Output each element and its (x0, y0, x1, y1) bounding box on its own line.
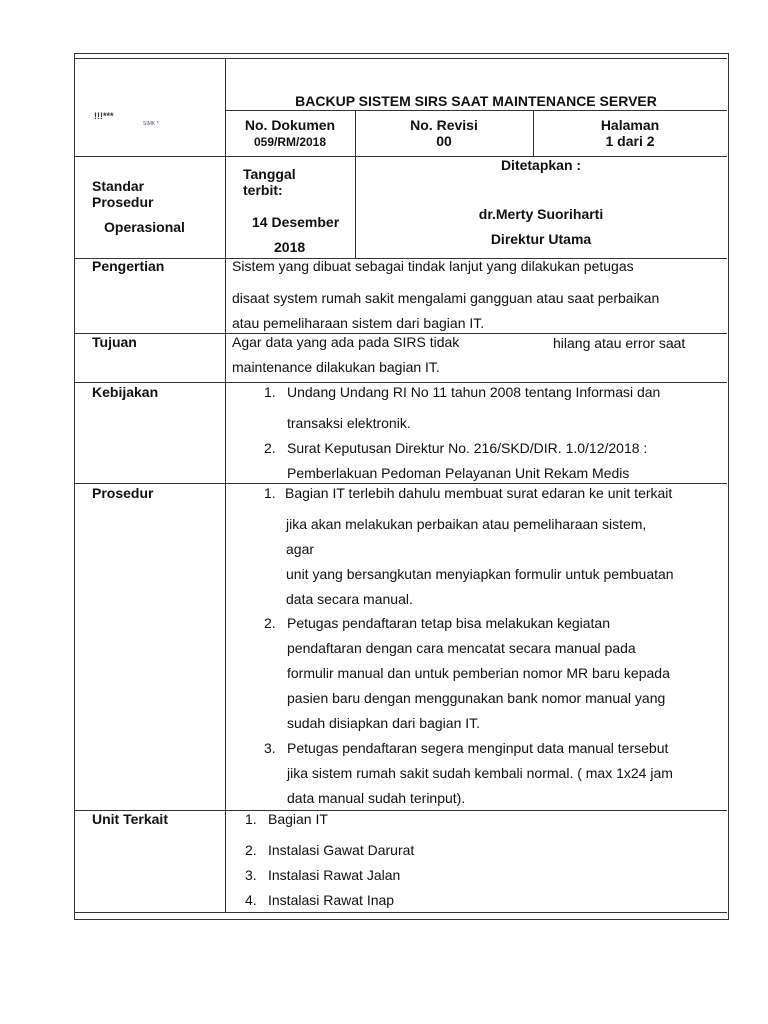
kebijakan-item-line: Surat Keputusan Direktur No. 216/SKD/DIR. 1.0/12/2018 : (287, 440, 648, 456)
unit-terkait-label: Unit Terkait (92, 811, 168, 827)
tujuan-line: Agar data yang ada pada SIRS tidak (232, 334, 460, 350)
unit-item-number: 3. (245, 867, 257, 883)
kebijakan-item-number: 2. (264, 440, 276, 456)
unit-bottom-rule (74, 912, 727, 913)
prosedur-item-line: formulir manual dan untuk pemberian nomor MR baru kepada (287, 665, 670, 681)
prosedur-item-line: Bagian IT terlebih dahulu membuat surat edaran ke unit terkait (285, 485, 673, 501)
prosedur-row-rule (74, 810, 727, 811)
title-row-rule (225, 110, 727, 111)
prosedur-item-line: data secara manual. (286, 591, 413, 607)
unit-item-text: Instalasi Rawat Inap (268, 892, 395, 908)
no-revisi-value: 00 (436, 133, 452, 149)
prosedur-item-number: 2. (264, 615, 276, 631)
pengertian-line: disaat system rumah sakit mengalami gangguan atau saat perbaikan (232, 290, 660, 306)
unit-item-number: 1. (245, 811, 257, 827)
kebijakan-item-line: Pemberlakuan Pedoman Pelayanan Unit Rekam Medis (287, 465, 630, 481)
kebijakan-item-number: 1. (264, 384, 276, 400)
tujuan-label: Tujuan (92, 334, 137, 350)
prosedur-item-line: jika sistem rumah sakit sudah kembali normal. ( max 1x24 jam (287, 765, 673, 781)
unit-item-text: Bagian IT (268, 811, 328, 827)
prosedur-item-line: pendaftaran dengan cara mencatat secara manual pada (287, 640, 636, 656)
pengertian-label: Pengertian (92, 258, 165, 274)
no-revisi-label: No. Revisi (410, 117, 478, 133)
prosedur-item-line: unit yang bersangkutan menyiapkan formulir untuk pembuatan (286, 566, 674, 582)
unit-item-number: 2. (245, 842, 257, 858)
kebijakan-item-line: Undang Undang RI No 11 tahun 2008 tentang Informasi dan (287, 384, 661, 400)
tanggal-terbit-year: 2018 (274, 239, 306, 255)
prosedur-item-line: pasien baru dengan menggunakan bank nomor manual yang (287, 690, 666, 706)
label-column-divider (225, 58, 226, 912)
signer-name: dr.Merty Suoriharti (478, 206, 604, 222)
sop-label-operasional: Operasional (104, 219, 185, 235)
sop-label-prosedur: Prosedur (92, 194, 154, 210)
prosedur-item-line: Petugas pendaftaran tetap bisa melakukan kegiatan (287, 615, 611, 631)
prosedur-item-line: sudah disiapkan dari bagian IT. (287, 715, 481, 731)
tanggal-terbit-label: Tanggal (243, 166, 296, 182)
kebijakan-item-line: transaksi elektronik. (287, 415, 411, 431)
unit-item-number: 4. (245, 892, 257, 908)
prosedur-item-line: agar (286, 541, 315, 557)
tujuan-line-continued: hilang atau error saat (553, 335, 686, 351)
tanggal-terbit-value: 14 Desember (252, 214, 340, 230)
halaman-value: 1 dari 2 (605, 133, 655, 149)
kebijakan-label: Kebijakan (92, 384, 159, 400)
prosedur-item-number: 3. (264, 740, 276, 756)
prosedur-item-number: 1. (264, 485, 276, 501)
frame-inner-top-rule (74, 58, 727, 59)
document-title: BACKUP SISTEM SIRS SAAT MAINTENANCE SERVER (295, 93, 657, 109)
unit-item-text: Instalasi Gawat Darurat (268, 842, 415, 858)
ditetapkan-label: Ditetapkan : (500, 157, 582, 173)
tanggal-terbit-label-2: terbit: (243, 182, 283, 198)
halaman-label: Halaman (600, 117, 660, 133)
kebijakan-row-rule (74, 483, 727, 484)
signer-title: Direktur Utama (490, 231, 592, 247)
prosedur-item-line: jika akan melakukan perbaikan atau pemeliharaan sistem, (286, 516, 647, 532)
logo-text: !!!*** (94, 111, 114, 121)
no-dokumen-label: No. Dokumen (244, 117, 336, 133)
pengertian-line: atau pemeliharaan sistem dari bagian IT. (232, 315, 485, 331)
logo-subtext: SIMK * (143, 121, 159, 127)
tujuan-line: maintenance dilakukan bagian IT. (232, 359, 440, 375)
prosedur-item-line: Petugas pendaftaran segera menginput data manual tersebut (287, 740, 669, 756)
sop-label-standar: Standar (92, 178, 145, 194)
tujuan-row-rule (74, 382, 727, 383)
prosedur-label: Prosedur (92, 485, 154, 501)
pengertian-line: Sistem yang dibuat sebagai tindak lanjut yang dilakukan petugas (232, 258, 634, 274)
prosedur-item-line: data manual sudah terinput). (287, 790, 466, 806)
no-dokumen-value: 059/RM/2018 (253, 135, 327, 149)
unit-item-text: Instalasi Rawat Jalan (268, 867, 401, 883)
